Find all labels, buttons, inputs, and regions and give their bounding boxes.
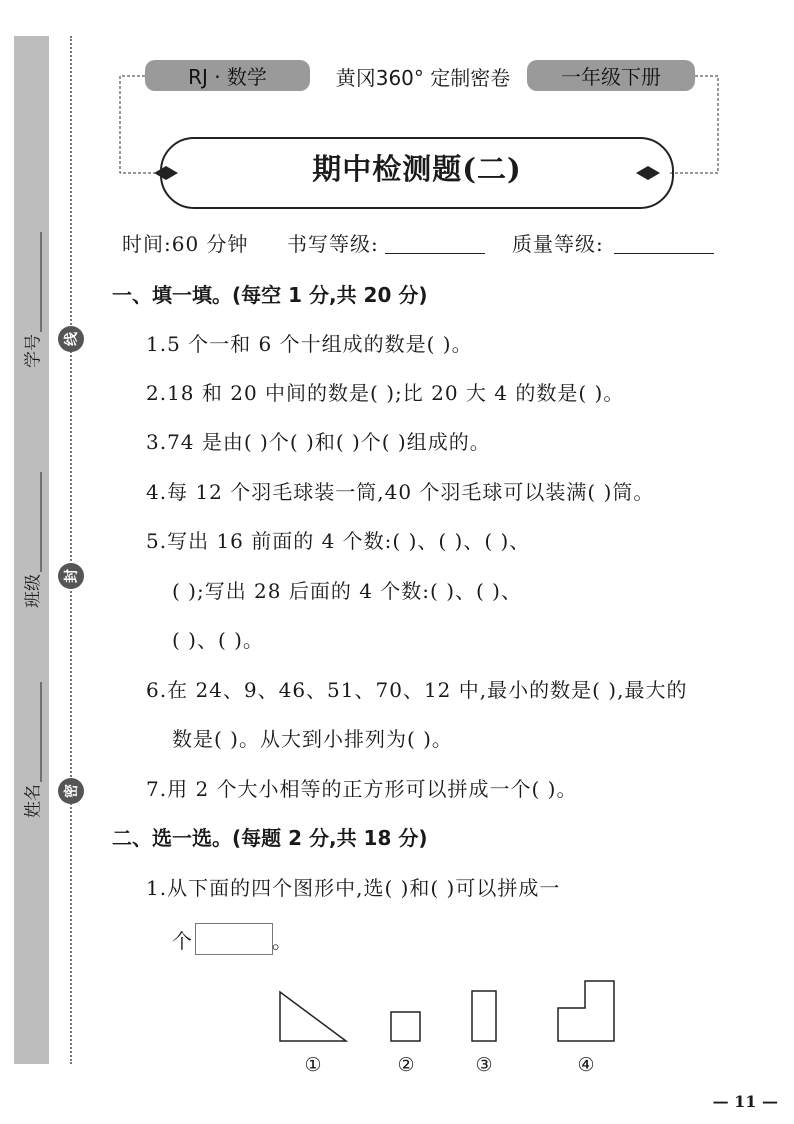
- question-1-6: 6.在 24、9、46、51、70、12 中,最小的数是( ),最大的: [146, 678, 688, 702]
- question-2-1: 1.从下面的四个图形中,选( )和( )可以拼成一: [146, 876, 561, 900]
- class-blank[interactable]: [26, 472, 41, 572]
- name-blank[interactable]: [26, 682, 41, 782]
- mark-seal-badge: [58, 563, 84, 589]
- shape-label-3: ③: [475, 1054, 493, 1076]
- student-id-label: 学号: [23, 334, 44, 368]
- time-info: 时间:60 分钟: [122, 232, 249, 256]
- section2-heading: 二、选一选。(每题 2 分,共 18 分): [112, 826, 428, 850]
- student-id-blank[interactable]: [26, 232, 41, 332]
- mark-fold-badge: [58, 778, 84, 804]
- writing-grade-blank[interactable]: [385, 253, 485, 254]
- small-square-shape: [391, 1012, 420, 1041]
- question-1-2: 2.18 和 20 中间的数是( );比 20 大 4 的数是( )。: [146, 381, 625, 405]
- question-1-5: 5.写出 16 前面的 4 个数:( )、( )、( )、: [146, 529, 531, 553]
- series-title: 黄冈360° 定制密卷: [335, 66, 511, 90]
- writing-grade-label: 书写等级:: [287, 232, 379, 256]
- triangle-shape: [280, 992, 346, 1041]
- question-1-1: 1.5 个一和 6 个十组成的数是( )。: [146, 332, 473, 356]
- section1-heading: 一、填一填。(每空 1 分,共 20 分): [112, 283, 428, 307]
- mark-line-badge: [58, 326, 84, 352]
- question-1-6-cont: 数是( )。从大到小排列为( )。: [172, 727, 453, 751]
- question-1-7: 7.用 2 个大小相等的正方形可以拼成一个( )。: [146, 777, 578, 801]
- mark-seal-text: 封: [64, 569, 80, 583]
- tall-rectangle-shape: [472, 991, 496, 1041]
- l-shape: [558, 981, 614, 1041]
- question-2-1-suffix: 。: [272, 929, 293, 953]
- shape-label-1: ①: [304, 1054, 322, 1076]
- answer-shape-box: [195, 923, 273, 955]
- quality-grade-label: 质量等级:: [512, 232, 604, 256]
- class-field: [19, 472, 44, 608]
- shape-options: [270, 975, 630, 1050]
- page-title: 期中检测题(二): [312, 152, 522, 186]
- name-field: [19, 682, 44, 818]
- mark-line-text: 线: [64, 332, 80, 346]
- mark-fold-text: 密: [64, 784, 80, 798]
- subject-badge: RJ · 数学: [145, 60, 310, 91]
- name-label: 姓名: [23, 784, 44, 818]
- grade-badge: 一年级下册: [527, 60, 695, 91]
- question-1-3: 3.74 是由( )个( )和( )个( )组成的。: [146, 430, 491, 454]
- shape-label-4: ④: [577, 1054, 595, 1076]
- quality-grade-blank[interactable]: [614, 253, 714, 254]
- class-label: 班级: [23, 574, 44, 608]
- question-1-5-cont2: ( )、( )。: [172, 628, 264, 652]
- question-1-4: 4.每 12 个羽毛球装一筒,40 个羽毛球可以装满( )筒。: [146, 480, 655, 504]
- question-1-5-cont1: ( );写出 28 后面的 4 个数:( )、( )、: [172, 579, 522, 603]
- student-id-field: [19, 232, 44, 368]
- page-number: — 11 —: [712, 1092, 778, 1111]
- question-2-1-prefix: 个: [172, 929, 193, 953]
- shape-label-2: ②: [397, 1054, 415, 1076]
